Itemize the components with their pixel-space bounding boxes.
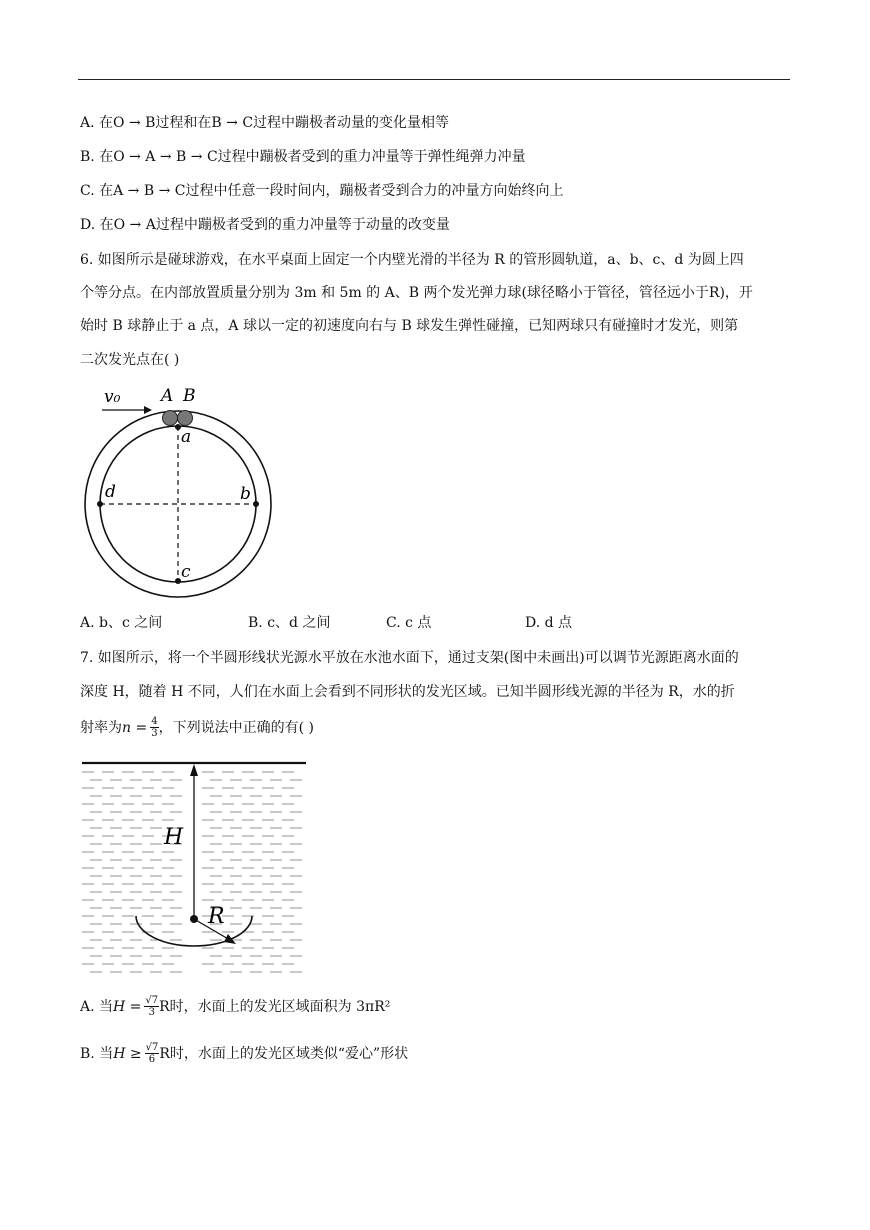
q7-option-a xyxy=(80,995,390,1018)
q7-line-3-suffix: ，下列说法中正确的有( ) xyxy=(158,719,314,736)
ball-b-label: B xyxy=(183,386,196,406)
point-d-label: d xyxy=(105,482,116,502)
q7-line-3-prefix: 射率为 xyxy=(80,719,122,736)
q6-option-b: B. c、d 之间 xyxy=(248,615,331,631)
q7-option-a-fraction xyxy=(144,995,159,1018)
q7-option-b-prefix: B. 当 xyxy=(80,1045,114,1062)
q7-option-b xyxy=(80,1042,408,1065)
q5-option-a: A. 在O → B过程和在B → C过程中蹦极者动量的变化量相等 xyxy=(80,115,450,131)
water-dash-pattern xyxy=(82,772,302,972)
h-label: H xyxy=(164,825,184,850)
q7-line-1: 7. 如图所示，将一个半圆形线状光源水平放在水池水面下，通过支架(图中未画出)可以调节光源距离水面的 xyxy=(80,650,739,666)
depth-arrowhead xyxy=(190,764,198,776)
q6-line-2: 个等分点。在内部放置质量分别为 3m 和 5m 的 A、B 两个发光弹力球(球径略小于管径，管径远小于R)，开 xyxy=(80,285,753,301)
q7-line-2: 深度 H，随着 H 不同，人们在水面上会看到不同形状的发光区域。已知半圆形线光源的半径为 R，水的折 xyxy=(80,684,735,700)
q5-option-d: D. 在O → A过程中蹦极者受到的重力冲量等于动量的改变量 xyxy=(80,217,450,233)
q7-option-b-suffix: R时，水面上的发光区域类似“爱心”形状 xyxy=(159,1045,409,1062)
point-d-dot xyxy=(97,501,103,507)
q7-option-a-suffix: R时，水面上的发光区域面积为 3πR² xyxy=(159,998,391,1015)
q6-line-4: 二次发光点在( ) xyxy=(80,352,180,368)
q7-refractive-index-fraction xyxy=(150,716,158,739)
q7-n-equals: n = xyxy=(122,719,148,736)
fraction-numerator: 4 xyxy=(151,716,158,727)
inner-ring xyxy=(100,426,256,582)
q7-option-b-fraction xyxy=(145,1042,160,1065)
ball-a-label: A xyxy=(161,386,174,406)
ball-b xyxy=(178,411,193,426)
v0-arrowhead xyxy=(144,406,152,414)
point-b-label: b xyxy=(240,484,251,504)
q6-option-a: A. b、c 之间 xyxy=(80,615,163,631)
q6-option-d: D. d 点 xyxy=(525,615,573,631)
radius-arrowhead xyxy=(224,934,236,944)
q6-circular-track-figure xyxy=(80,384,280,594)
q7-water-pool-figure xyxy=(80,758,310,983)
fraction-numerator: √7 xyxy=(145,1042,159,1053)
ball-a xyxy=(163,411,178,426)
fraction-numerator: √7 xyxy=(145,995,159,1006)
fraction-denominator: 6 xyxy=(148,1054,156,1065)
q5-option-b: B. 在O → A → B → C过程中蹦极者受到的重力冲量等于弹性绳弹力冲量 xyxy=(80,149,526,165)
q7-option-b-var: H ≥ xyxy=(113,1045,142,1062)
q6-line-3: 始时 B 球静止于 a 点，A 球以一定的初速度向右与 B 球发生弹性碰撞，已知两球只有碰撞时才发光，则第 xyxy=(80,318,739,334)
r-label: R xyxy=(208,904,225,929)
point-b-dot xyxy=(253,501,259,507)
header-rule xyxy=(78,79,790,80)
fraction-denominator: 3 xyxy=(148,1007,155,1018)
v0-label: v₀ xyxy=(104,387,121,407)
q6-option-c: C. c 点 xyxy=(386,615,432,631)
point-c-label: c xyxy=(181,562,191,582)
q7-option-a-var: H = xyxy=(113,998,142,1015)
q7-line-3 xyxy=(80,716,314,739)
q5-option-c: C. 在A → B → C过程中任意一段时间内，蹦极者受到合力的冲量方向始终向上 xyxy=(80,183,564,199)
q7-option-a-prefix: A. 当 xyxy=(80,998,114,1015)
point-a-label: a xyxy=(181,427,192,447)
fraction-denominator: 3 xyxy=(151,728,158,739)
q6-line-1: 6. 如图所示是碰球游戏，在水平桌面上固定一个内壁光滑的半径为 R 的管形圆轨道，a、b、c、d 为圆上四 xyxy=(80,252,744,268)
